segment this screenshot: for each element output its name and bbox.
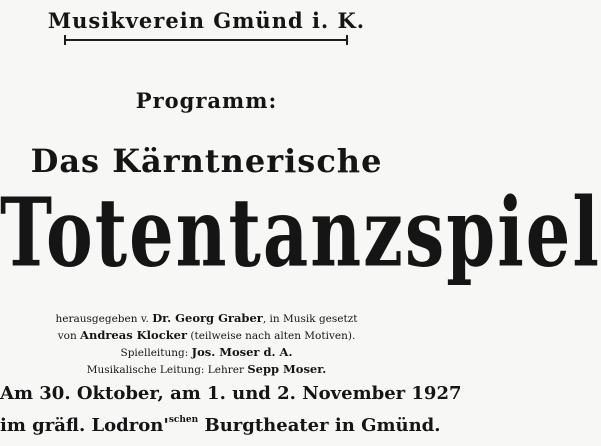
credits-line-editor: [0, 310, 413, 327]
venue-text: Burgtheater in Gmünd.: [198, 415, 441, 436]
credits-text: herausgegeben v.: [55, 313, 153, 325]
composer-name: Andreas Klocker: [80, 328, 188, 342]
venue-line: [0, 407, 441, 439]
play-subtitle: Das Kärntnerische: [30, 142, 383, 180]
play-title: Totentanzspiel: [0, 176, 601, 289]
credits-text: , in Musik gesetzt: [262, 313, 358, 325]
dates-line: Am 30. Oktober, am 1. und 2. November 1927: [0, 383, 462, 404]
header-rule: [64, 39, 348, 41]
editor-name: Dr. Georg Graber: [152, 311, 263, 325]
director-name: Jos. Moser d. A.: [191, 345, 293, 359]
music-director-name: Sepp Moser.: [247, 362, 327, 376]
credits-line-music-director: [0, 361, 413, 378]
credits-text: (teilweise nach alten Motiven).: [187, 330, 356, 342]
credits-line-composer: [0, 327, 413, 344]
venue-superscript: schen: [168, 415, 199, 425]
venue-text: im gräfl. Lodron': [0, 415, 169, 436]
credits-text: Spielleitung:: [120, 347, 192, 359]
credits-line-director: [0, 344, 413, 361]
society-header: Musikverein Gmünd i. K.: [47, 8, 366, 33]
credits-text: von: [57, 330, 81, 342]
credits-text: Musikalische Leitung: Lehrer: [86, 364, 248, 376]
performance-dates: [0, 380, 462, 439]
program-label: Programm:: [135, 88, 278, 113]
credits-block: [0, 310, 413, 378]
